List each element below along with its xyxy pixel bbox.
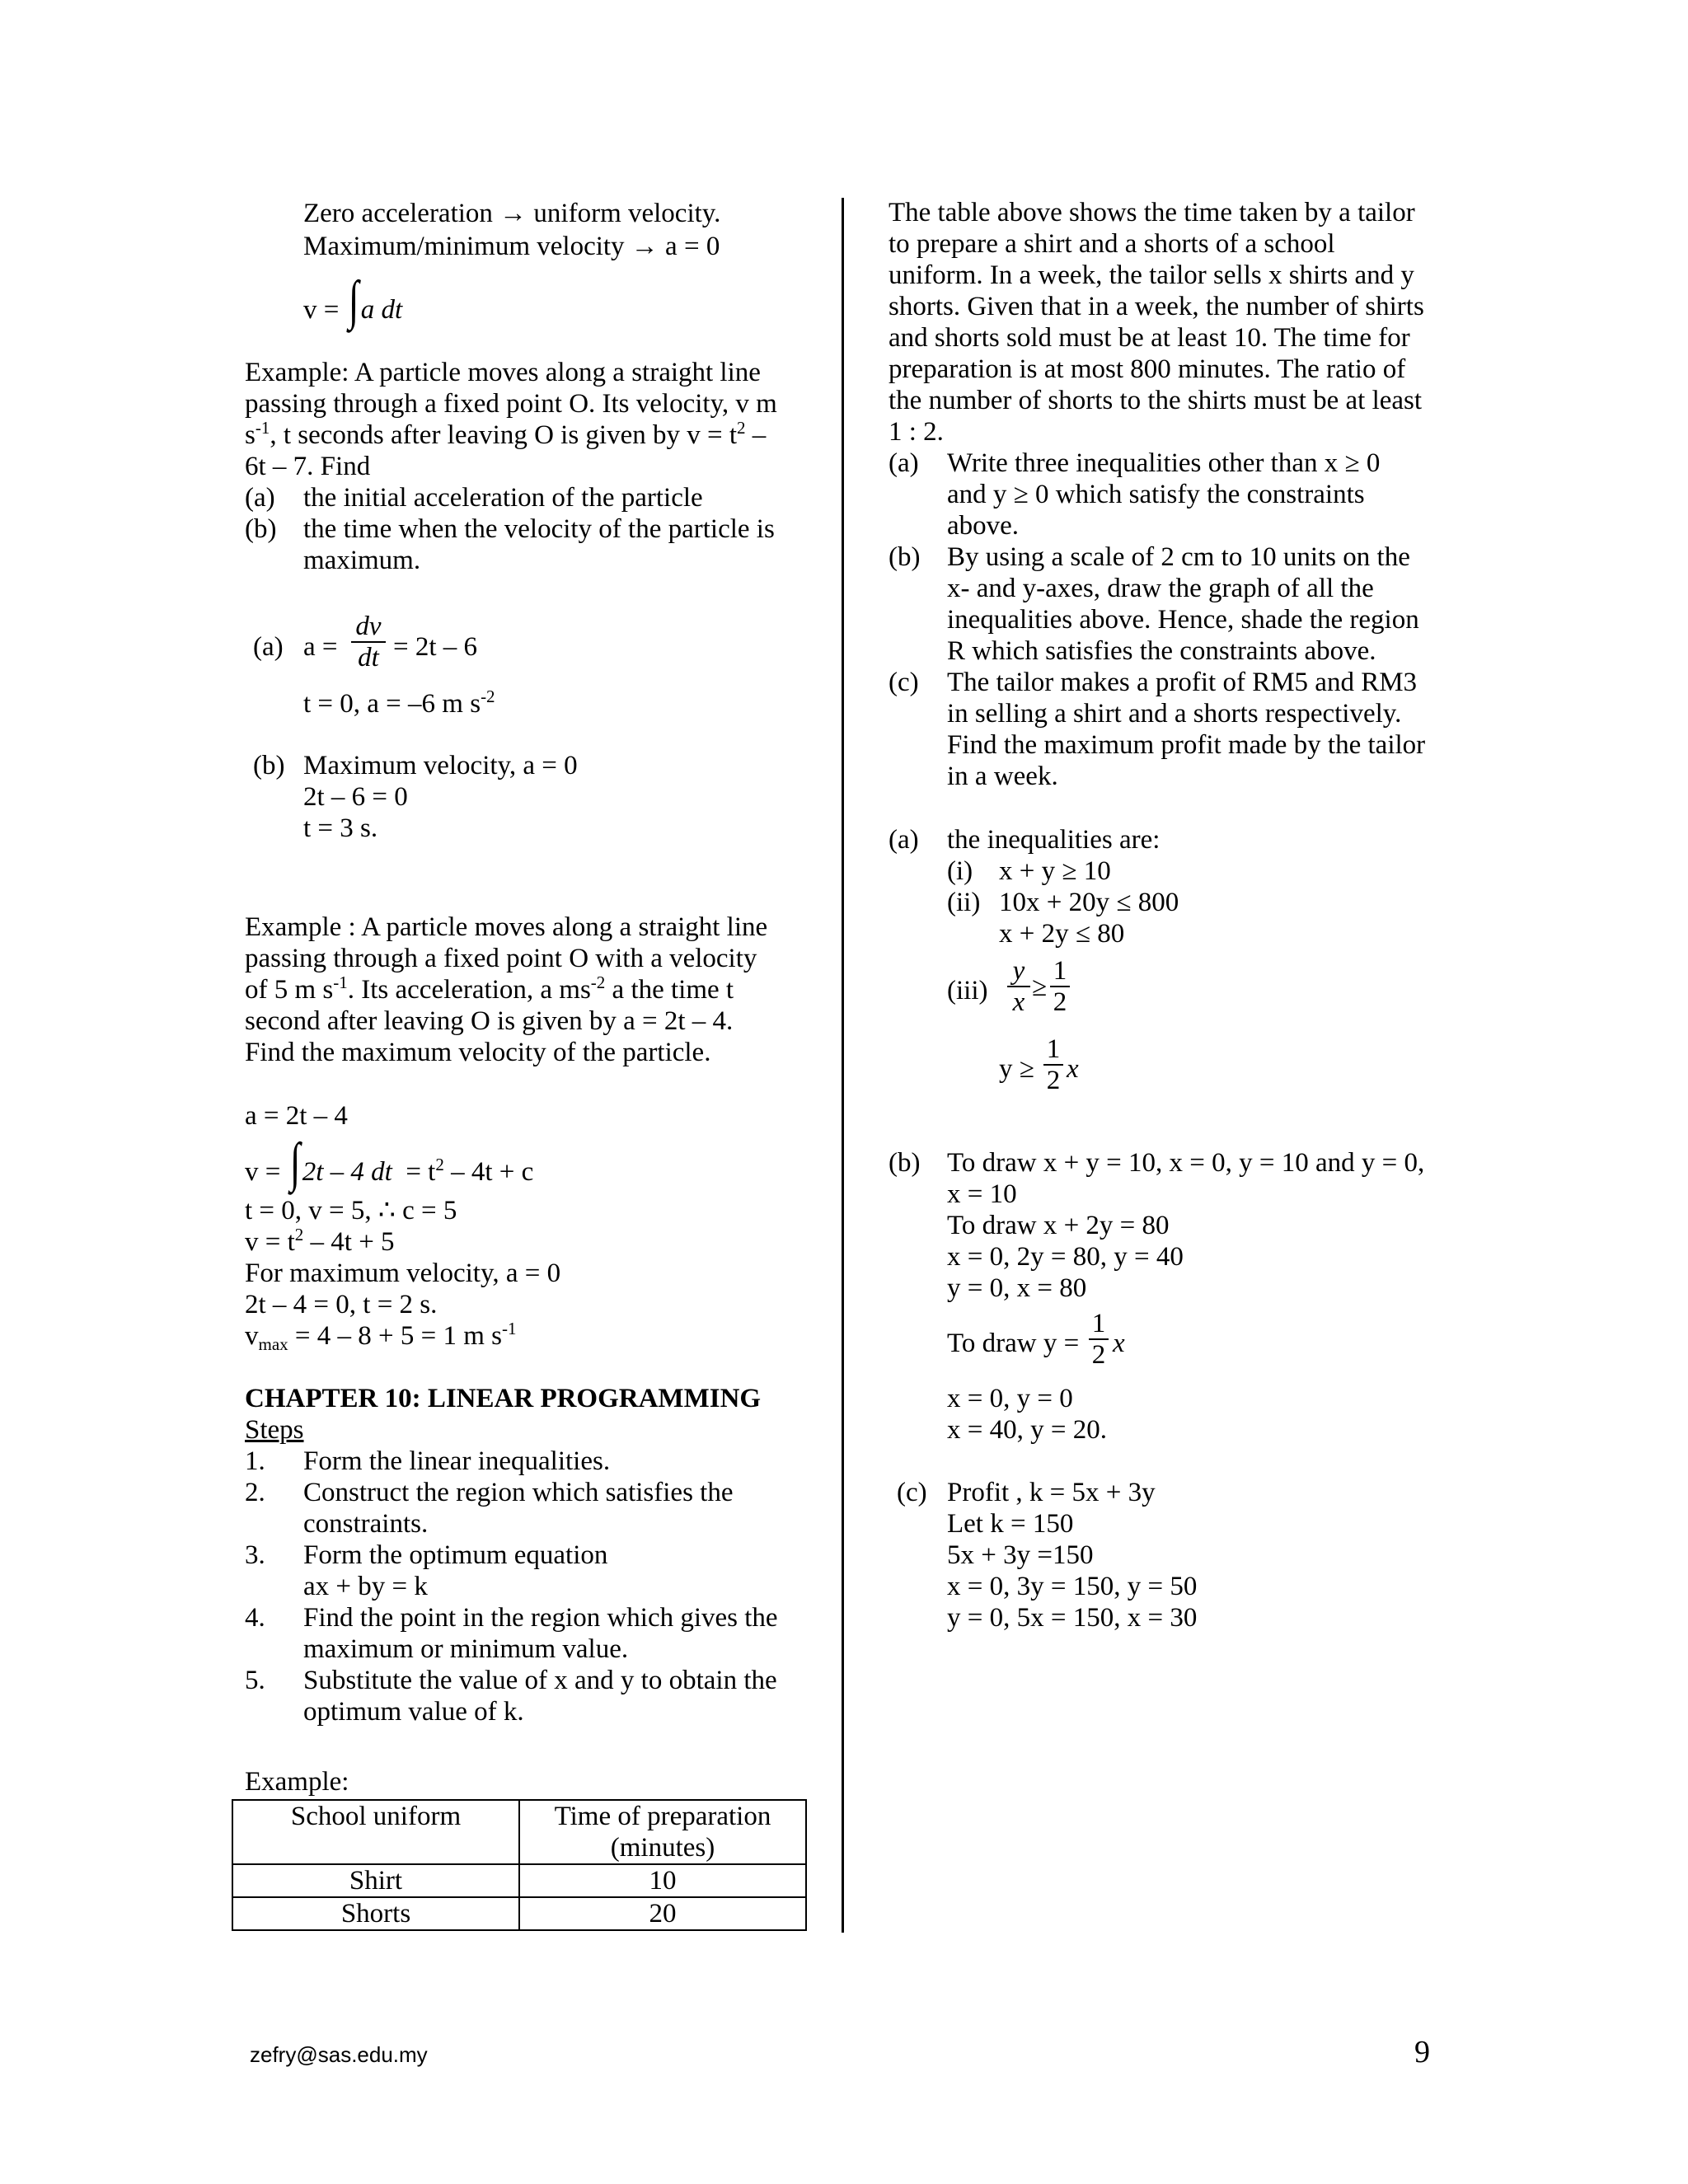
table-header-row [232,1800,806,1864]
s2-l7a: v [245,1321,259,1351]
table-cell: 10 [519,1864,806,1897]
frac-num: y [1012,956,1025,986]
step-number: 5. [245,1666,265,1695]
example2-line1: Example : A particle moves along a straight line [245,912,768,942]
solution-a-label: (a) [253,632,284,662]
answer-b-line: To draw x + 2y = 80 [947,1211,1170,1240]
solution2-v-integral [245,1132,534,1193]
solution2-line6: 2t – 4 = 0, t = 2 s. [245,1290,438,1319]
intro-line: uniform. In a week, the tailor sells x shirts and y [889,260,1414,290]
step-text-cont: constraints. [303,1509,429,1539]
answer-c-line: 5x + 3y =150 [947,1540,1094,1570]
solution-b-line3: t = 3 s. [303,813,378,843]
question-a-line: and y ≥ 0 which satisfy the constraints [947,480,1365,509]
ex1-l3c: – [745,420,767,450]
intro-line: and shorts sold must be at least 10. The time for [889,323,1410,353]
answer-iii-line2-x: x [1067,1054,1079,1084]
dv-dt-fraction [351,612,386,673]
example2-line2: passing through a fixed point O with a velocity [245,944,757,973]
answer-c-line: Let k = 150 [947,1509,1074,1539]
answer-c-line: Profit , k = 5x + 3y [947,1478,1156,1507]
intro-line: the number of shorts to the shirts must be at least [889,386,1423,415]
answer-b-label: (b) [889,1148,921,1178]
answer-ii-eq1: 10x + 20y ≤ 800 [999,888,1179,917]
question-b-line: By using a scale of 2 cm to 10 units on the [947,542,1410,572]
ex2-l3-sup2: -2 [590,972,606,992]
intro-line: The table above shows the time taken by a tailor [889,198,1415,227]
example1-b-label: (b) [245,514,277,544]
one-half-fraction [1050,956,1070,1017]
uniform-time-table [232,1799,807,1931]
question-c-line: The tailor makes a profit of RM5 and RM3 [947,668,1418,697]
ex2-l3-sup: -1 [333,972,348,992]
example1-line4: 6t – 7. Find [245,452,371,481]
answer-b-line: x = 10 [947,1179,1017,1209]
s2-l7b: = 4 – 8 + 5 = 1 m s [288,1321,502,1351]
example2-line3 [245,974,734,1005]
answer-a-label: (a) [889,825,919,855]
solution2-line5: For maximum velocity, a = 0 [245,1258,561,1288]
s2-l7-sub: max [258,1334,288,1354]
frac-den: x [1012,987,1025,1017]
question-c-line: Find the maximum profit made by the tailor [947,730,1426,760]
example-label: Example: [245,1767,349,1797]
table-cell: Shorts [232,1897,519,1930]
example1-b-text1: the time when the velocity of the particle is [303,514,775,544]
step-text-cont: maximum or minimum value. [303,1634,629,1664]
s2-v-lhs: v = [245,1157,281,1187]
question-c-line: in a week. [947,762,1058,791]
solution2-line3: t = 0, v = 5, ∴ c = 5 [245,1196,457,1226]
sol-a-l2-text: t = 0, a = –6 m s [303,689,481,719]
s2-integrand: 2t – 4 dt [302,1157,392,1187]
one-half-fraction [1043,1034,1063,1095]
step-text-cont: optimum value of k. [303,1697,524,1727]
answer-c-label: (c) [897,1478,927,1507]
answer-c-line: x = 0, 3y = 150, y = 50 [947,1572,1198,1601]
table-header-cell [519,1800,806,1864]
solution-b-label: (b) [253,751,285,780]
step-text: Construct the region which satisfies the [303,1478,734,1507]
question-a-line: above. [947,511,1020,541]
example1-line1: Example: A particle moves along a straight line [245,358,761,387]
ex2-l3c: a the time t [605,975,734,1005]
answer-b-line: x = 40, y = 20. [947,1415,1107,1445]
step-number: 4. [245,1603,265,1633]
solution-b-line1: Maximum velocity, a = 0 [303,751,578,780]
frac-num: 1 [1091,1309,1106,1338]
steps-heading: Steps [245,1415,304,1445]
ex1-l3a: s [245,420,256,450]
table-header-cell: School uniform [232,1800,519,1864]
table-cell: Shirt [232,1864,519,1897]
answer-i-label: (i) [947,856,973,886]
s2-rhs-sup: 2 [435,1155,444,1174]
frac-num: 1 [1046,1034,1061,1064]
example1-b-text2: maximum. [303,546,421,575]
s2-rhs-a: = t [406,1157,436,1187]
dv-numerator: dv [355,612,382,641]
solution2-line4 [245,1226,395,1258]
table-cell: 20 [519,1897,806,1930]
example1-line3 [245,419,766,451]
chapter-title: CHAPTER 10: LINEAR PROGRAMMING [245,1384,762,1413]
ex1-l3b: , t seconds after leaving O is given by v = t [270,420,737,450]
frac-num: 1 [1053,956,1067,986]
example2-line4: second after leaving O is given by a = 2t – 4. [245,1006,734,1036]
y-over-x-fraction [1007,956,1030,1017]
answer-ii-label: (ii) [947,888,981,917]
answer-iii-line2-lhs: y ≥ [999,1054,1034,1084]
sol-a-l2-sup: -2 [481,687,495,706]
integral-sign-icon: ∫ [289,1132,301,1193]
v-integral-lhs: v = [303,295,340,325]
answer-b-line: To draw x + y = 10, x = 0, y = 10 and y = 0, [947,1148,1425,1178]
answer-b-draw-half: To draw y = [947,1329,1080,1358]
question-b-label: (b) [889,542,921,572]
step-text-cont: ax + by = k [303,1572,428,1601]
step-number: 2. [245,1478,265,1507]
s2-rhs-b: – 4t + c [443,1157,534,1187]
solution2-line7 [245,1320,517,1352]
solution-b-line2: 2t – 6 = 0 [303,782,408,812]
ex2-l3a: of 5 m s [245,975,334,1005]
answer-ii-eq2: x + 2y ≤ 80 [999,919,1125,949]
solution2-line1: a = 2t – 4 [245,1101,348,1131]
step-text: Form the optimum equation [303,1540,608,1570]
s2-l4b: – 4t + 5 [303,1227,395,1257]
step-text: Find the point in the region which gives the [303,1603,778,1633]
question-a-line: Write three inequalities other than x ≥ 0 [947,448,1381,478]
intro-line: preparation is at most 800 minutes. The ratio of [889,354,1406,384]
answer-b-draw-half-x: x [1113,1329,1125,1358]
answer-b-line: x = 0, y = 0 [947,1384,1073,1413]
header-time-line1: Time of preparation [554,1802,771,1831]
example1-a-text: the initial acceleration of the particle [303,483,703,513]
frac-den: 2 [1046,1066,1061,1095]
answer-a-intro: the inequalities are: [947,825,1160,855]
s2-l4a: v = t [245,1227,295,1257]
example1-a-label: (a) [245,483,275,513]
answer-b-line: x = 0, 2y = 80, y = 40 [947,1242,1184,1272]
example1-line2: passing through a fixed point O. Its velocity, v m [245,389,777,419]
intro-line: to prepare a shirt and a shorts of a school [889,229,1335,259]
example2-line5: Find the maximum velocity of the particle. [245,1038,711,1067]
s2-l4-sup: 2 [294,1225,304,1244]
ex1-l3-sup2: 2 [737,418,746,438]
question-b-line: x- and y-axes, draw the graph of all the [947,574,1374,603]
question-b-line: inequalities above. Hence, shade the region [947,605,1419,635]
one-half-fraction [1089,1309,1109,1370]
column-divider [842,198,844,1933]
step-number: 3. [245,1540,265,1570]
v-integral-rhs: a dt [360,295,403,325]
intro-line: 1 : 2. [889,417,944,447]
table-row [232,1897,806,1930]
footer-email: zefry@sas.edu.my [250,2042,428,2067]
maxmin-velocity-line: Maximum/minimum velocity → a = 0 [303,232,720,261]
frac-den: 2 [1091,1340,1106,1370]
solution-a-eq: a = [303,632,338,662]
dt-denominator: dt [358,643,379,673]
frac-den: 2 [1053,987,1067,1017]
step-number: 1. [245,1446,265,1476]
question-b-line: R which satisfies the constraints above. [947,636,1376,666]
table-row [232,1864,806,1897]
step-text: Form the linear inequalities. [303,1446,611,1476]
ex2-l3b: . Its acceleration, a ms [347,975,591,1005]
answer-b-line: y = 0, x = 80 [947,1273,1087,1303]
solution-a-rhs: = 2t – 6 [393,632,478,662]
answer-i-eq: x + y ≥ 10 [999,856,1111,886]
question-a-label: (a) [889,448,919,478]
intro-line: shorts. Given that in a week, the number of shirts [889,292,1424,321]
solution-a-line2 [303,688,495,719]
question-c-label: (c) [889,668,919,697]
page-number: 9 [1414,2035,1430,2069]
header-time-line2: (minutes) [610,1833,715,1863]
question-c-line: in selling a shirt and a shorts respectively. [947,699,1402,729]
answer-c-line: y = 0, 5x = 150, x = 30 [947,1603,1198,1633]
integral-sign-icon: ∫ [348,270,359,330]
ge-sign: ≥ [1032,972,1048,1002]
v-integral-formula [303,270,403,330]
zero-acceleration-line: Zero acceleration → uniform velocity. [303,199,721,228]
step-text: Substitute the value of x and y to obtain the [303,1666,777,1695]
s2-l7-sup: -1 [502,1319,517,1338]
answer-iii-label: (iii) [947,976,988,1005]
ex1-l3-sup: -1 [255,418,270,438]
